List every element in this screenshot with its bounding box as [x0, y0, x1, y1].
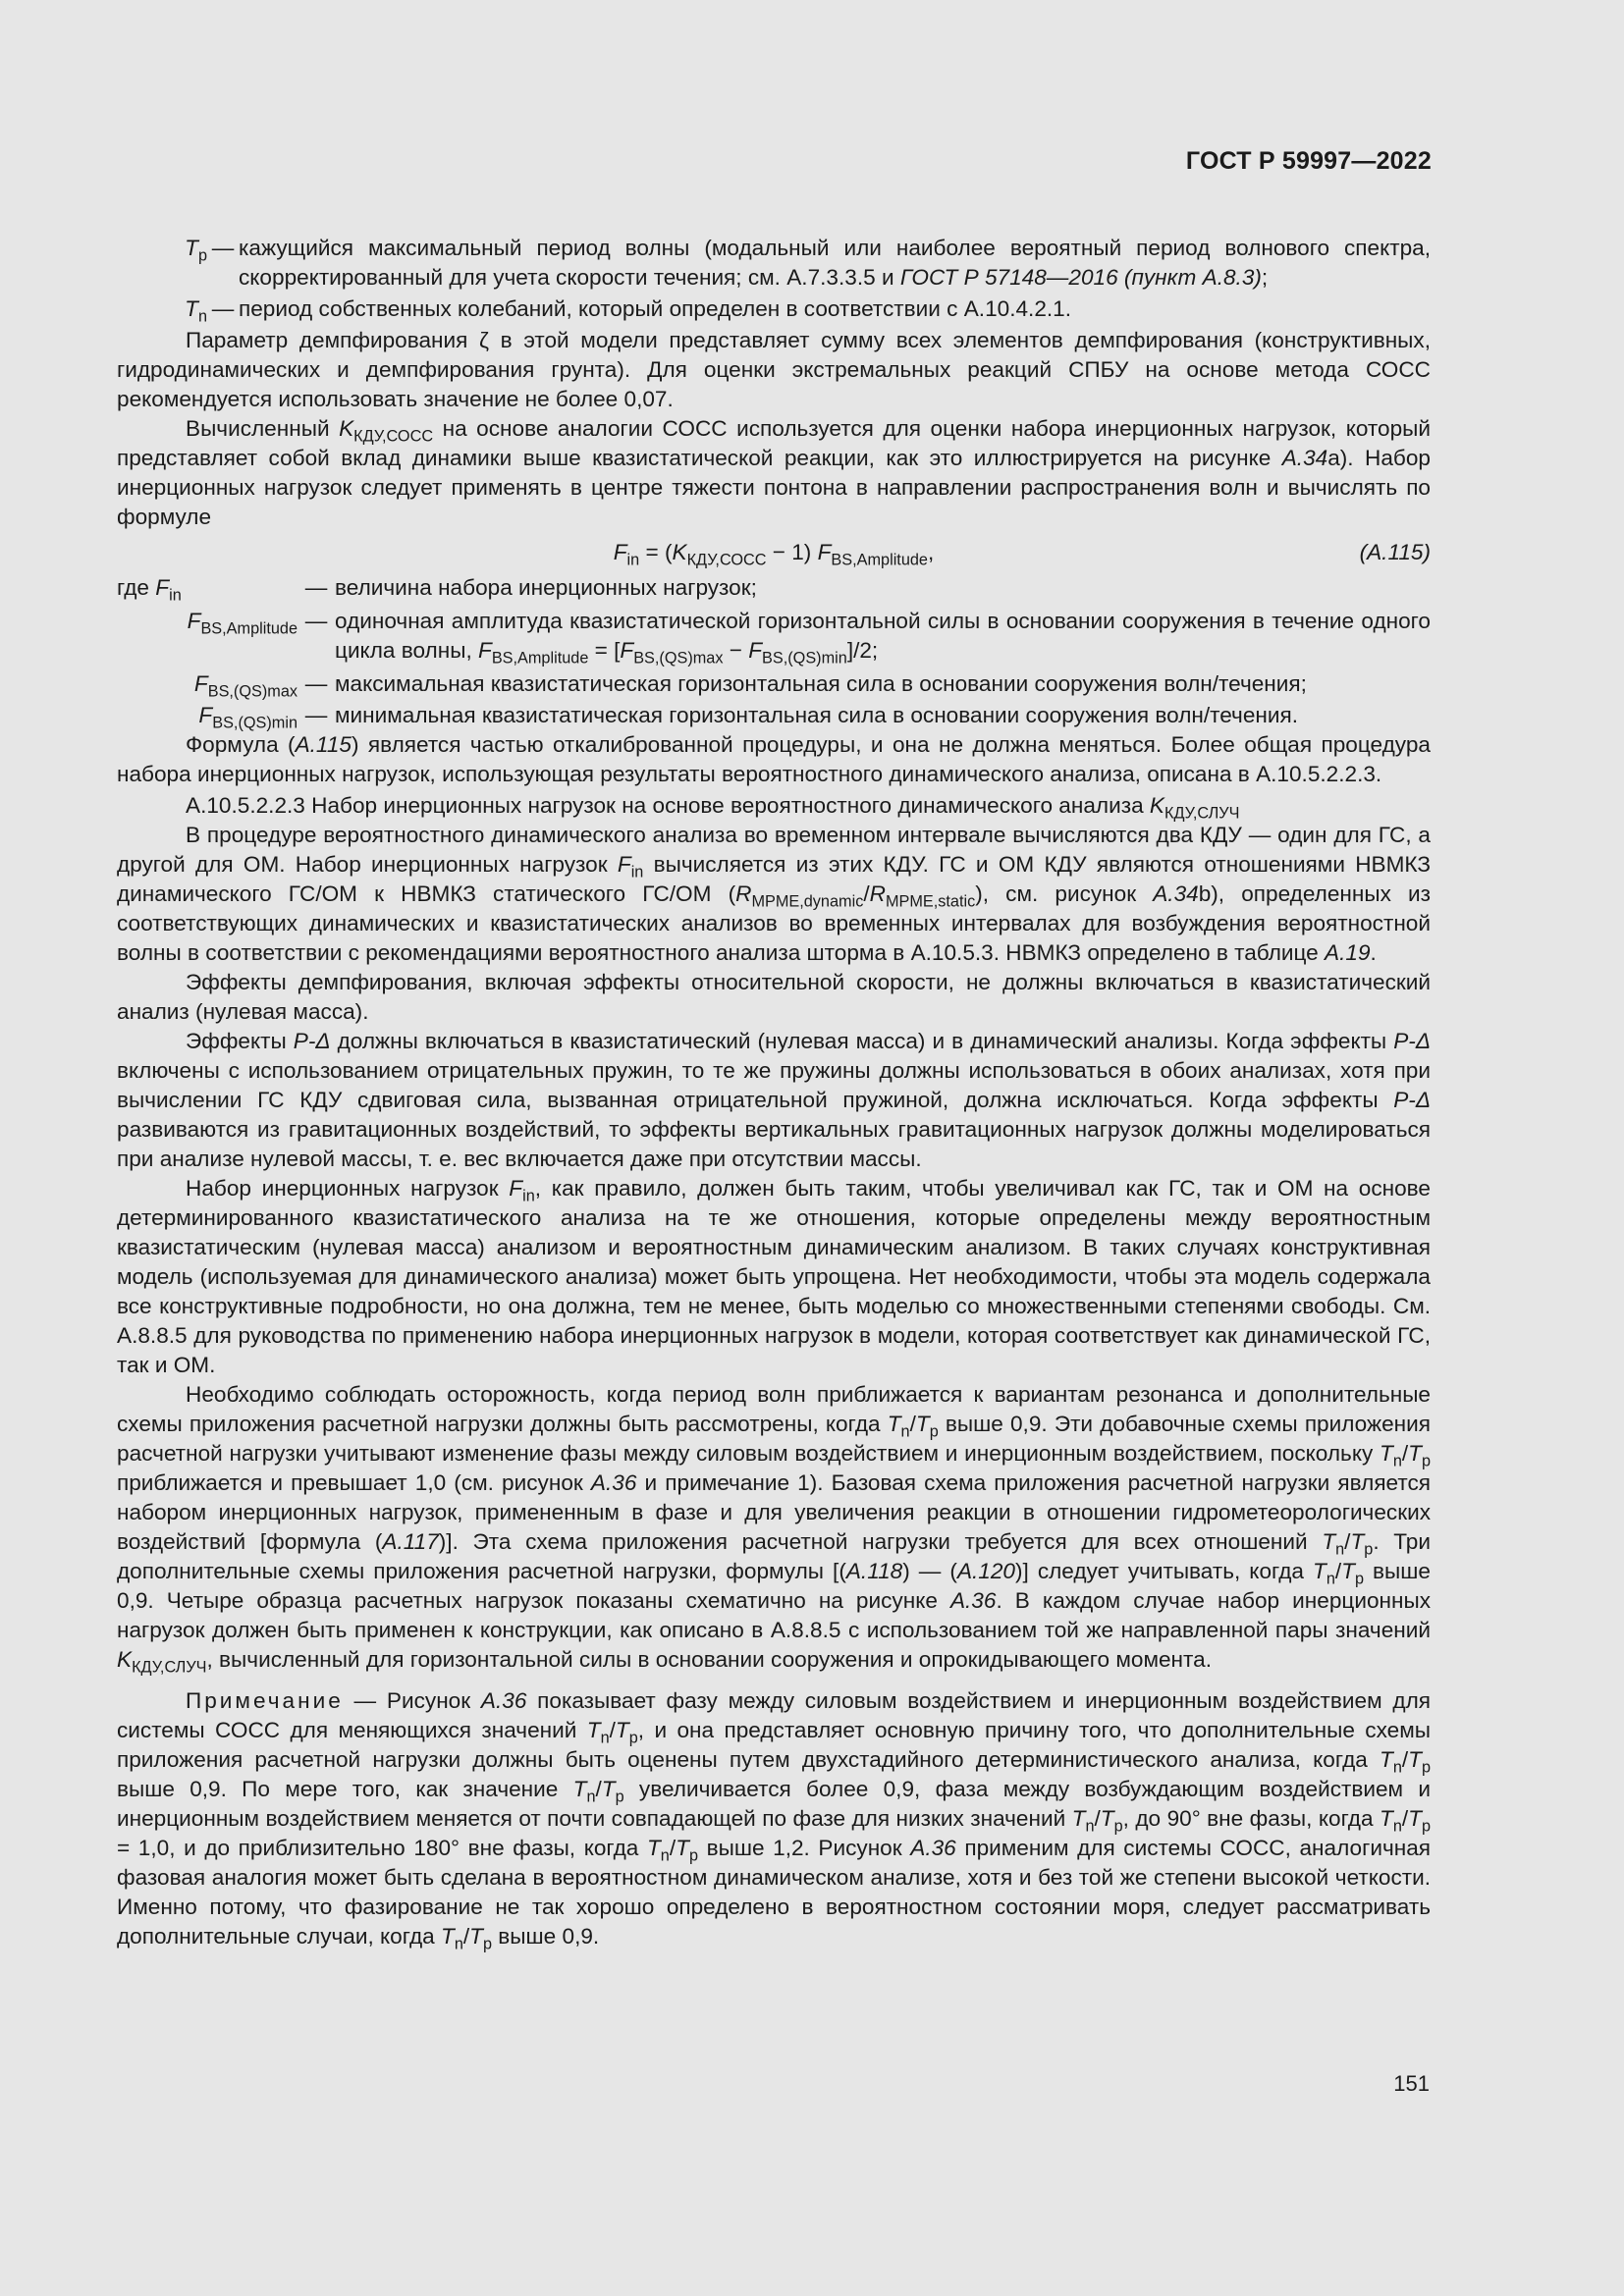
- definition-tp: $T_p$ — кажущийся максимальный период волны (модальный или наиболее вероятный период волнового спектра, скорректированный для учета скорости течения; см. А.7.3.3.5 и ГОСТ Р 57148—2016 (пункт А.8.3);: [185, 236, 1431, 290]
- formula-number: (А.115): [1359, 540, 1431, 564]
- document-header: ГОСТ Р 59997—2022: [1185, 147, 1432, 175]
- document-body: [117, 234, 1431, 1951]
- paragraph-kdu: Вычисленный $K_{КДУ,СОСС}$ на основе аналогии СОСС используется для оценки набора инерционных нагрузок, который представляет собой вклад динамики выше квазистатической реакции, как это иллюстрируется на рисунке А.34а). Набор инерционных нагрузок следует применять в центре тяжести понтона в направлении распространения волн и вычислять по формуле: [117, 416, 1431, 529]
- paragraph-probabilistic: В процедуре вероятностного динамического анализа во временном интервале вычисляются два КДУ — один для ГС, а другой для ОМ. Набор инерционных нагрузок $F_{in}$ вычисляется из этих КДУ. ГС и ОМ КДУ являются отношениями НВМКЗ динамического ГС/ОМ к НВМКЗ статического ГС/ОМ $(R_{MPME,dynamic}/R_{MPME,static})$, см. рисунок А.34b), определенных из соответствующих динамических и квазистатических анализов во временных интервалах для возбуждения вероятностной волны в соответствии с рекомендациями вероятностного анализа шторма в А.10.5.3. НВМКЗ определено в таблице А.19.: [117, 823, 1432, 965]
- paragraph-caution: Необходимо соблюдать осторожность, когда период волн приближается к вариантам резонанса и дополнительные схемы приложения расчетной нагрузки должны быть рассмотрены, когда $T_n/T_p$ выше 0,9. Эти добавочные схемы приложения расчетной нагрузки учитывают изменение фазы между силовым воздействием и инерционным воздействием, поскольку $T_n/T_p$ приближается и превышает 1,0 (см. рисунок А.36 и примечание 1). Базовая схема приложения расчетной нагрузки является набором инерционных нагрузок, примененным в фазе и для увеличения реакции в отношении гидрометеорологических воздействий [формула (А.117)]. Эта схема приложения расчетной нагрузки требуется для всех отношений $T_n/T_p$. Три дополнительные схемы приложения расчетной нагрузки, формулы [(А.118) — (А.120)] следует учитывать, когда $T_n/T_p$ выше 0,9. Четыре образца расчетных нагрузок показаны схематично на рисунке А.36. В каждом случае набор инерционных нагрузок должен быть применен к конструкции, как описано в А.8.8.5 с использованием той же направленной пары значений $K_{КДУ,СЛУЧ}$, вычисленный для горизонтальной силы в основании сооружения и опрокидывающего момента.: [117, 1382, 1432, 1677]
- section-heading: А.10.5.2.2.3 Набор инерционных нагрузок на основе вероятностного динамического анализа $K_{КДУ,СЛУЧ}$: [186, 793, 1240, 823]
- definition-fbs-max: $F_{BS,(QS)max}$ — максимальная квазистатическая горизонтальная сила в основании сооружения волн/течения;: [193, 671, 1307, 701]
- formula-a115: $F_{in} = (K_{КДУ,СОСС} - 1)$ $F_{BS,Amplitude}$, (А.115): [613, 540, 1431, 569]
- paragraph-damping: Параметр демпфирования ζ в этой модели представляет сумму всех элементов демпфирования (конструктивных, гидродинамических и демпфирования грунта). Для оценки экстремальных реакций СПБУ на основе метода СОСС рекомендуется использовать значение не более 0,07.: [117, 328, 1431, 411]
- definition-tn: $T_n$ — период собственных колебаний, который определен в соответствии с А.10.4.2.1.: [185, 296, 1072, 326]
- paragraph-effects: Эффекты демпфирования, включая эффекты относительной скорости, не должны включаться в квазистатический анализ (нулевая масса).: [117, 970, 1431, 1024]
- definition-fbs-amplitude: $F_{BS,Amplitude}$ — одиночная амплитуда квазистатической горизонтальной силы в основании сооружения в течение одного цикла волны, $F_{BS,Amplitude} = [F_{BS,(QS)max} - F_{BS,(QS)min}]/2$;: [187, 609, 1431, 667]
- note-paragraph: Примечание — Рисунок А.36 показывает фазу между силовым воздействием и инерционным воздействием для системы СОСС для меняющихся значений $T_n/T_p$, и она представляет основную причину того, что дополнительные схемы приложения расчетной нагрузки должны быть оценены путем двухстадийного детерминистического анализа, когда $T_n/T_p$ выше 0,9. По мере того, как значение $T_n/T_p$ увеличивается более 0,9, фаза между возбуждающим воздействием и инерционным воздействием меняется от почти совпадающей по фазе для низких значений $T_n/T_p$, до 90° вне фазы, когда $T_n/T_p = 1,0$, и до приблизительно 180° вне фазы, когда $T_n/T_p$ выше 1,2. Рисунок А.36 применим для системы СОСС, аналогичная фазовая аналогия может быть сделана в вероятностном динамическом анализе, хотя и без той же степени высокой четкости. Именно потому, что фазирование не так хорошо определено в вероятностном состоянии моря, следует рассматривать дополнительные случаи, когда $T_n/T_p$ выше 0,9.: [117, 1688, 1432, 1953]
- definition-fbs-min: $F_{BS,(QS)min}$ — минимальная квазистатическая горизонтальная сила в основании сооружения волн/течения.: [198, 703, 1299, 732]
- definition-fin: где $F_{in}$ — величина набора инерционных нагрузок;: [117, 575, 757, 605]
- paragraph-formula-note: Формула (А.115) является частью откалиброванной процедуры, и она не должна меняться. Более общая процедура набора инерционных нагрузок, использующая результаты вероятностного динамического анализа, описана в А.10.5.2.2.3.: [117, 732, 1431, 786]
- page-number: 151: [1393, 2071, 1430, 2096]
- paragraph-pdelta: Эффекты P-Δ должны включаться в квазистатический (нулевая масса) и в динамический анализы. Когда эффекты P-Δ включены с использованием отрицательных пружин, то те же пружины должны использоваться в обоих анализах, хотя при вычислении ГС КДУ сдвиговая сила, вызванная отрицательной пружиной, должна исключаться. Когда эффекты P-Δ развиваются из гравитационных воздействий, то эффекты вертикальных гравитационных нагрузок должны моделироваться при анализе нулевой массы, т. е. вес включается даже при отсутствии массы.: [117, 1029, 1431, 1171]
- note-label: Примечание: [186, 1688, 344, 1713]
- paragraph-inertial-set: Набор инерционных нагрузок $F_{in}$, как правило, должен быть таким, чтобы увеличивал как ГС, так и ОМ на основе детерминированного квазистатического анализа на те же отношения, которые определены между вероятностным квазистатическим (нулевая масса) анализом и вероятностным динамическим анализом. В таких случаях конструктивная модель (используемая для динамического анализа) может быть упрощена. Нет необходимости, чтобы эта модель содержала все конструктивные подробности, но она должна, тем не менее, быть моделью со множественными степенями свободы. См. А.8.8.5 для руководства по применению набора инерционных нагрузок в модели, которая соответствует как динамической ГС, так и ОМ.: [117, 1176, 1431, 1377]
